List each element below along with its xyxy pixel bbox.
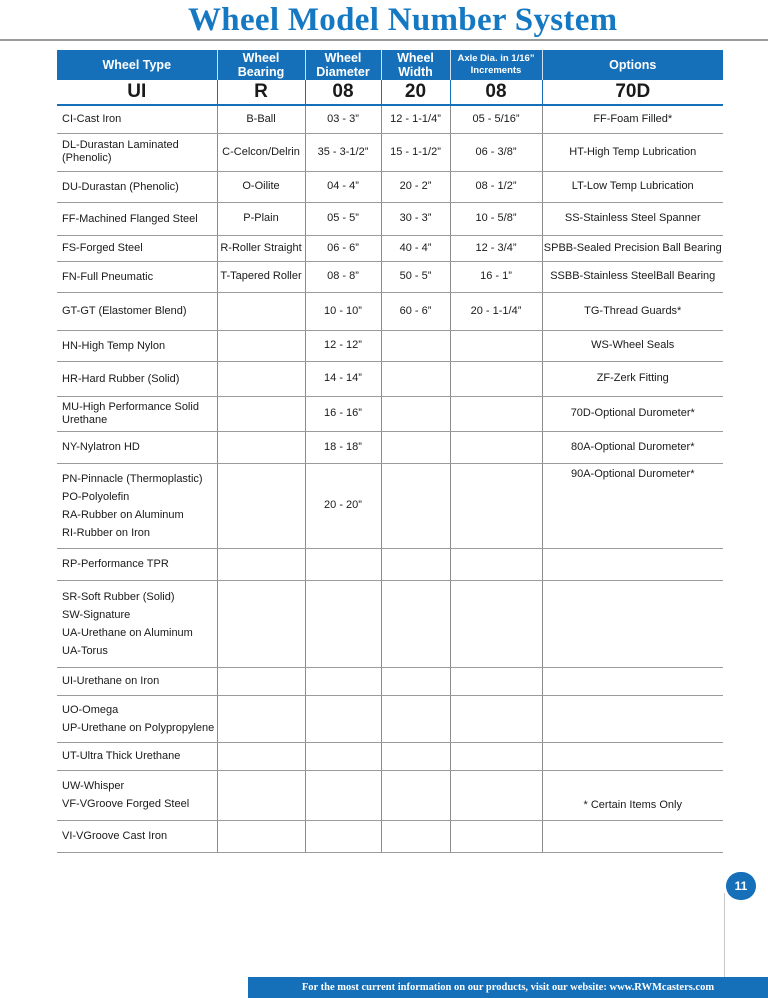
- table-row: [57, 330, 723, 361]
- axle-cell: 16 - 1”: [450, 261, 542, 292]
- option-cell: LT-Low Temp Lubrication: [542, 171, 723, 202]
- option-cell: WS-Wheel Seals: [542, 330, 723, 361]
- bearing-cell: [217, 361, 305, 396]
- example-wheel-type: UI: [57, 80, 217, 105]
- bearing-cell: P-Plain: [217, 202, 305, 235]
- width-cell: 15 - 1-1/2”: [381, 133, 450, 171]
- diameter-cell: 04 - 4”: [305, 171, 381, 202]
- diameter-cell: 06 - 6”: [305, 235, 381, 261]
- diameter-cell: 12 - 12”: [305, 330, 381, 361]
- header-wheel-bearing-label: Wheel Bearing: [237, 51, 285, 79]
- wheel-type-cell: FN-Full Pneumatic: [57, 261, 217, 292]
- wheel-type-cell: UT-Ultra Thick Urethane: [57, 742, 217, 770]
- width-cell: [381, 667, 450, 695]
- width-cell: [381, 361, 450, 396]
- diameter-cell: 10 - 10”: [305, 292, 381, 330]
- table-row: [57, 171, 723, 202]
- bearing-cell: [217, 667, 305, 695]
- width-cell: [381, 431, 450, 463]
- width-cell: 50 - 5”: [381, 261, 450, 292]
- bearing-cell: [217, 770, 305, 820]
- width-cell: [381, 820, 450, 852]
- bearing-cell: [217, 548, 305, 580]
- axle-cell: 10 - 5/8”: [450, 202, 542, 235]
- width-cell: [381, 695, 450, 742]
- width-cell: 30 - 3”: [381, 202, 450, 235]
- footer-divider: [724, 893, 725, 977]
- bearing-cell: [217, 742, 305, 770]
- option-cell: FF-Foam Filled*: [542, 105, 723, 133]
- bearing-cell: T-Tapered Roller: [217, 261, 305, 292]
- header-wheel-width-label: Wheel Width: [397, 51, 434, 79]
- diameter-cell: 08 - 8”: [305, 261, 381, 292]
- axle-cell: [450, 431, 542, 463]
- wheel-type-cell: PN-Pinnacle (Thermoplastic) PO-Polyolefin RA-Rubber on Aluminum RI-Rubber on Iron: [57, 463, 217, 548]
- diameter-cell: 03 - 3”: [305, 105, 381, 133]
- table-row: [57, 667, 723, 695]
- example-wheel-diameter: 08: [305, 80, 381, 105]
- width-cell: 20 - 2”: [381, 171, 450, 202]
- table-row: [57, 820, 723, 852]
- example-axle-diameter: 08: [450, 80, 542, 105]
- table-header-row: [57, 50, 723, 80]
- wheel-type-cell: FS-Forged Steel: [57, 235, 217, 261]
- bearing-cell: B-Ball: [217, 105, 305, 133]
- title-divider: [0, 39, 768, 41]
- wheel-type-cell: FF-Machined Flanged Steel: [57, 202, 217, 235]
- option-cell: * Certain Items Only: [542, 770, 723, 820]
- wheel-type-cell: GT-GT (Elastomer Blend): [57, 292, 217, 330]
- bearing-cell: [217, 431, 305, 463]
- width-cell: [381, 770, 450, 820]
- option-cell: TG-Thread Guards*: [542, 292, 723, 330]
- option-cell: ZF-Zerk Fitting: [542, 361, 723, 396]
- diameter-cell: 35 - 3-1/2”: [305, 133, 381, 171]
- width-cell: 60 - 6”: [381, 292, 450, 330]
- example-options: 70D: [542, 80, 723, 105]
- diameter-cell: [305, 770, 381, 820]
- table-row: [57, 105, 723, 133]
- table-row: [57, 431, 723, 463]
- bearing-cell: [217, 463, 305, 548]
- option-cell: [542, 820, 723, 852]
- width-cell: 40 - 4”: [381, 235, 450, 261]
- wheel-type-cell: CI-Cast Iron: [57, 105, 217, 133]
- option-cell: SSBB-Stainless SteelBall Bearing: [542, 261, 723, 292]
- header-wheel-bearing: [217, 50, 305, 80]
- wheel-type-cell: DL-Durastan Laminated (Phenolic): [57, 133, 217, 171]
- axle-cell: [450, 361, 542, 396]
- wheel-type-cell: UI-Urethane on Iron: [57, 667, 217, 695]
- table-row: [57, 770, 723, 820]
- axle-cell: [450, 463, 542, 548]
- axle-cell: [450, 667, 542, 695]
- header-options: Options: [542, 50, 723, 80]
- bearing-cell: [217, 292, 305, 330]
- axle-cell: 12 - 3/4”: [450, 235, 542, 261]
- option-cell: [542, 695, 723, 742]
- bearing-cell: [217, 396, 305, 431]
- axle-cell: [450, 396, 542, 431]
- wheel-type-cell: MU-High Performance Solid Urethane: [57, 396, 217, 431]
- table-row: [57, 396, 723, 431]
- wheel-type-cell: NY-Nylatron HD: [57, 431, 217, 463]
- header-wheel-diameter: [305, 50, 381, 80]
- diameter-cell: [305, 667, 381, 695]
- wheel-type-cell: HR-Hard Rubber (Solid): [57, 361, 217, 396]
- example-wheel-width: 20: [381, 80, 450, 105]
- bearing-cell: O-Oilite: [217, 171, 305, 202]
- width-cell: [381, 548, 450, 580]
- axle-cell: [450, 820, 542, 852]
- option-cell: [542, 548, 723, 580]
- header-wheel-diameter-label: Wheel Diameter: [316, 51, 370, 79]
- page-number-badge: 11: [726, 872, 756, 900]
- header-wheel-type: Wheel Type: [57, 50, 217, 80]
- diameter-cell: [305, 548, 381, 580]
- bearing-cell: [217, 330, 305, 361]
- width-cell: [381, 396, 450, 431]
- table-row: [57, 742, 723, 770]
- diameter-cell: 14 - 14”: [305, 361, 381, 396]
- wheel-type-cell: RP-Performance TPR: [57, 548, 217, 580]
- width-cell: [381, 330, 450, 361]
- example-model-row: [57, 80, 723, 105]
- diameter-cell: [305, 820, 381, 852]
- axle-cell: [450, 695, 542, 742]
- diameter-cell: 16 - 16”: [305, 396, 381, 431]
- table-row: [57, 463, 723, 548]
- axle-cell: [450, 742, 542, 770]
- axle-cell: 06 - 3/8”: [450, 133, 542, 171]
- header-axle-diameter: [450, 50, 542, 80]
- wheel-type-cell: UO-Omega UP-Urethane on Polypropylene: [57, 695, 217, 742]
- bearing-cell: R-Roller Straight: [217, 235, 305, 261]
- diameter-cell: 05 - 5”: [305, 202, 381, 235]
- axle-cell: [450, 580, 542, 667]
- table-row: [57, 695, 723, 742]
- option-cell: SPBB-Sealed Precision Ball Bearing: [542, 235, 723, 261]
- option-cell: [542, 580, 723, 667]
- axle-cell: 08 - 1/2”: [450, 171, 542, 202]
- diameter-cell: 20 - 20”: [305, 463, 381, 548]
- diameter-cell: [305, 695, 381, 742]
- footer-website-note: For the most current information on our products, visit our website: www.RWMcasters.com: [248, 977, 768, 998]
- axle-cell: [450, 330, 542, 361]
- width-cell: [381, 580, 450, 667]
- table-row: [57, 361, 723, 396]
- header-axle-diameter-label: Axle Dia. in 1/16” Increments: [457, 53, 535, 76]
- wheel-type-cell: DU-Durastan (Phenolic): [57, 171, 217, 202]
- wheel-type-cell: UW-Whisper VF-VGroove Forged Steel: [57, 770, 217, 820]
- wheel-type-cell: HN-High Temp Nylon: [57, 330, 217, 361]
- table-row: [57, 202, 723, 235]
- option-cell: 90A-Optional Durometer*: [542, 463, 723, 548]
- option-cell: [542, 742, 723, 770]
- table-row: [57, 235, 723, 261]
- header-wheel-width: [381, 50, 450, 80]
- table-row: [57, 292, 723, 330]
- table-row: [57, 261, 723, 292]
- bearing-cell: [217, 695, 305, 742]
- axle-cell: [450, 548, 542, 580]
- page-title: Wheel Model Number System: [188, 2, 618, 38]
- diameter-cell: [305, 742, 381, 770]
- bearing-cell: C-Celcon/Delrin: [217, 133, 305, 171]
- axle-cell: [450, 770, 542, 820]
- example-wheel-bearing: R: [217, 80, 305, 105]
- table-row: [57, 133, 723, 171]
- option-cell: [542, 667, 723, 695]
- table-row: [57, 548, 723, 580]
- bearing-cell: [217, 820, 305, 852]
- diameter-cell: 18 - 18”: [305, 431, 381, 463]
- axle-cell: 20 - 1-1/4”: [450, 292, 542, 330]
- axle-cell: 05 - 5/16”: [450, 105, 542, 133]
- option-cell: 80A-Optional Durometer*: [542, 431, 723, 463]
- wheel-model-table: [57, 50, 723, 853]
- table-row: [57, 580, 723, 667]
- width-cell: [381, 463, 450, 548]
- option-cell: 70D-Optional Durometer*: [542, 396, 723, 431]
- wheel-type-cell: VI-VGroove Cast Iron: [57, 820, 217, 852]
- option-cell: SS-Stainless Steel Spanner: [542, 202, 723, 235]
- wheel-type-cell: SR-Soft Rubber (Solid) SW-Signature UA-Urethane on Aluminum UA-Torus: [57, 580, 217, 667]
- width-cell: [381, 742, 450, 770]
- option-cell: HT-High Temp Lubrication: [542, 133, 723, 171]
- diameter-cell: [305, 580, 381, 667]
- bearing-cell: [217, 580, 305, 667]
- width-cell: 12 - 1-1/4”: [381, 105, 450, 133]
